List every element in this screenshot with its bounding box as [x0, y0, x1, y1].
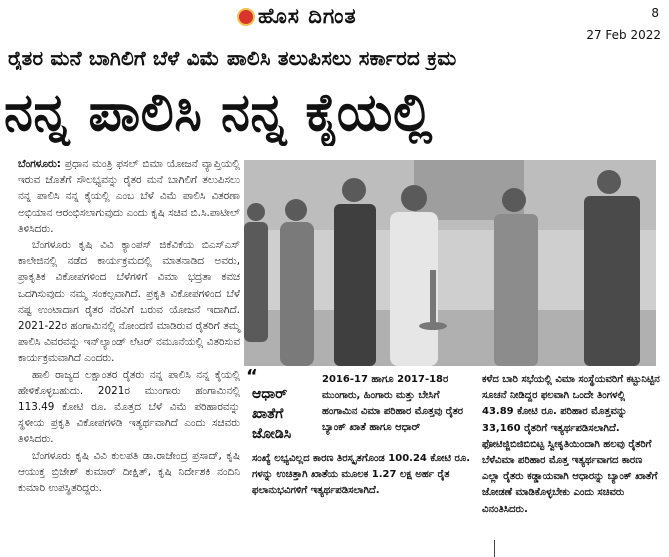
sun-logo-icon — [237, 8, 255, 26]
quote-mark-icon: “ — [246, 366, 258, 387]
paragraph-1-text: ಪ್ರಧಾನ ಮಂತ್ರಿ ಫಸಲ್ ಬಿಮಾ ಯೋಜನೆ ವ್ಯಾಪ್ತಿಯಲ್ಲಿ ಇರುವ ಜೊತೆಗೆ ಸೌಲಭ್ಯವನ್ನು ರೈತರ ಮನೆ ಬಾಗಿಲಿಗೆ ತಲುಪಿಸಲು ನನ್ನ ಪಾಲಿಸಿ ನನ್ನ ಕೈಯಲ್ಲಿ ಎಂಬ ಬೆಳೆ ವಿಮೆ ಪಾಲಿಸಿ ವಿತರಣಾ ಅಭಿಯಾನ ಆರಂಭಿಸಲಾಗುವುದು ಎಂದು ಕೃಷಿ ಸಚಿವ ಬಿ.ಸಿ.ಪಾಟೀಲ್ ತಿಳಿಸಿದರು. — [18, 158, 241, 235]
paragraph-4: ಬೆಂಗಳೂರು ಕೃಷಿ ವಿವಿ ಕುಲಪತಿ ಡಾ.ರಾಜೇಂದ್ರ ಪ್ರಸಾದ್, ಕೃಷಿ ಆಯುಕ್ತ ಬ್ರಿಜೇಶ್ ಕುಮಾರ್ ದೀಕ್ಷಿತ್, ಕೃಷಿ ನಿರ್ದೇಶಕಿ ನಂದಿನಿ ಕುಮಾರಿ ಉಪಸ್ಥಿತರಿದ್ದರು. — [18, 449, 240, 495]
newspaper-logo: ಹೊಸ ದಿಗಂತ — [258, 4, 357, 28]
publication-date: 27 Feb 2022 — [586, 28, 661, 42]
masthead — [0, 0, 669, 40]
column-divider — [494, 540, 495, 557]
sidebar-heading-line-2: ಖಾತೆಗೆ — [252, 406, 284, 422]
paragraph-2: ಬೆಂಗಳೂರು ಕೃಷಿ ವಿವಿ ಕ್ಯಾಂಪಸ್ ಜಿಕೆವಿಕೆಯ ಬಿಎಸ್‌ಎಸ್ ಕಾಲೇಜಿನಲ್ಲಿ ನಡೆದ ಕಾರ್ಯಕ್ರಮದಲ್ಲಿ ಮಾತನಾಡಿದ ಅವರು, ಪ್ರಾಕೃತಿಕ ವಿಕೋಪಗಳಿಂದ ಬೆಳೆಗಳಿಗೆ ವಿಮಾ ಭದ್ರತಾ ಕವಚ ಒದಗಿಸುವುದು ನಮ್ಮ ಸಂಕಲ್ಪವಾಗಿದೆ. ಪ್ರಕೃತಿ ವಿಕೋಪಗಳಿಂದ ಬೆಳೆ ನಷ್ಟ ಉಂಟಾದಾಗ ರೈತರ ನೆರವಿಗೆ ಬರುವ ಯೋಜನೆ ಇದಾಗಿದೆ. 2021-22ರ ಹಂಗಾಮಿನಲ್ಲಿ ನೋಂದಣಿ ಮಾಡಿರುವ ರೈತರಿಗೆ ತಮ್ಮ ಪಾಲಿಸಿ ವಿವರವನ್ನು ಇನ್‌ಲ್ಯಾಂಡ್ ಲೆಟರ್ ನಮೂನೆಯಲ್ಲಿ ವಿತರಿಸುವ ಕಾರ್ಯಕ್ರಮವಾಗಿದೆ ಎಂದರು. — [18, 239, 240, 365]
sidebar-text-middle: 2016-17 ಹಾಗೂ 2017-18ರ ಮುಂಗಾರು, ಹಿಂಗಾರು ಮತ್ತು ಬೇಸಿಗೆ ಹಂಗಾಮಿನ ವಿಮಾ ಪರಿಹಾರ ಮೊತ್ತವು ರೈತರ ಬ್ಯಾಂಕ್ ಖಾತೆ ಹಾಗೂ ಆಧಾರ್ — [322, 374, 464, 433]
sidebar-heading-line-3: ಜೋಡಿಸಿ — [252, 426, 292, 442]
article-kicker: ರೈತರ ಮನೆ ಬಾಗಿಲಿಗೆ ಬೆಳೆ ವಿಮೆ ಪಾಲಿಸಿ ತಲುಪಿಸಲು ಸರ್ಕಾರದ ಕ್ರಮ — [8, 46, 457, 70]
article-headline: ನನ್ನ ಪಾಲಿಸಿ ನನ್ನ ಕೈಯಲ್ಲಿ — [4, 83, 433, 143]
page-number: 8 — [651, 6, 659, 20]
paragraph-3: ಹಾಲಿ ರಾಜ್ಯದ ಲಕ್ಷಾಂತರ ರೈತರು ನನ್ನ ಪಾಲಿಸಿ ನನ್ನ ಕೈಯಲ್ಲಿ ಹೇಳಿಕೊಳ್ಳಬಹುದು. 2021ರ ಮುಂಗಾರು ಹಂಗಾಮಿನಲ್ಲಿ 113.49 ಕೋಟಿ ರೂ. ಮೊತ್ತದ ಬೆಳೆ ವಿಮೆ ಪರಿಹಾರವನ್ನು ಸ್ಥಳೀಯ ಪ್ರಕೃತಿ ವಿಕೋಪಗಳಡಿ ಇತ್ಯರ್ಥವಾಗಿದೆ ಎಂದು ಸಚಿವರು ತಿಳಿಸಿದರು. — [18, 368, 240, 446]
paragraph-1 — [18, 156, 240, 237]
event-photo — [244, 160, 656, 366]
article-body — [18, 156, 240, 496]
sidebar-text-bottom: ಸಂಖ್ಯೆ ಲಭ್ಯವಿಲ್ಲದ ಕಾರಣ ತಿರಸ್ಕೃತಗೊಂಡ 100.24 ಕೋಟಿ ರೂ. ಗಳನ್ನು ಉಚಿತ್ತಾಗಿ ಖಾತೆಯ ಮೂಲಕ 1.27 ಲಕ್ಷ ಅರ್ಹ ರೈತ ಫಲಾನುಭವಿಗಳಿಗೆ ಇತ್ಯರ್ಥಪಡಿಸಲಾಗಿದೆ. — [252, 453, 470, 496]
sidebar-heading — [246, 366, 314, 530]
dateline: ಬೆಂಗಳೂರು: — [18, 158, 61, 170]
sidebar-heading-line-1: ಆಧಾರ್ — [252, 386, 288, 402]
event-photo-illustration — [244, 160, 656, 366]
sidebar-text-right: ಕಳೆದ ಬಾರಿ ಸಭೆಯಲ್ಲಿ ವಿಮಾ ಸಂಸ್ಥೆಯವರಿಗೆ ಕಟ್ಟುನಿಟ್ಟಿನ ಸೂಚನೆ ನೀಡಿದ್ದರ ಫಲವಾಗಿ ಒಂದೇ ತಿಂಗಳಲ್ಲಿ 43.89 ಕೋಟಿ ರೂ. ಪರಿಹಾರ ಮೊತ್ತವನ್ನು 33,160 ರೈತರಿಗೆ ಇತ್ಯರ್ಥಪಡಿಸಲಾಗಿದೆ. ಫೋಟಿಜ್ಜಿಬಿಜಿಬಿಬಿಟ್ಟ ಸ್ವೀಕೃತಿಯಿಂದಾಗಿ ಹಲವು ರೈತರಿಗೆ ಬೆಳೆವಿಮಾ ಪರಿಹಾರ ಮೊತ್ತ ಇತ್ಯರ್ಥವಾಗದ ಕಾರಣ ಎಲ್ಲಾ ರೈತರು ಕಡ್ಡಾಯವಾಗಿ ಆಧಾರನ್ನು ಬ್ಯಾಂಕ್ ಖಾತೆಗೆ ಜೋಡಣೆ ಮಾಡಿಕೊಳ್ಳಬೇಕು ಎಂದು ಸಚಿವರು ವಿನಂತಿಸಿದರು. — [482, 374, 660, 515]
